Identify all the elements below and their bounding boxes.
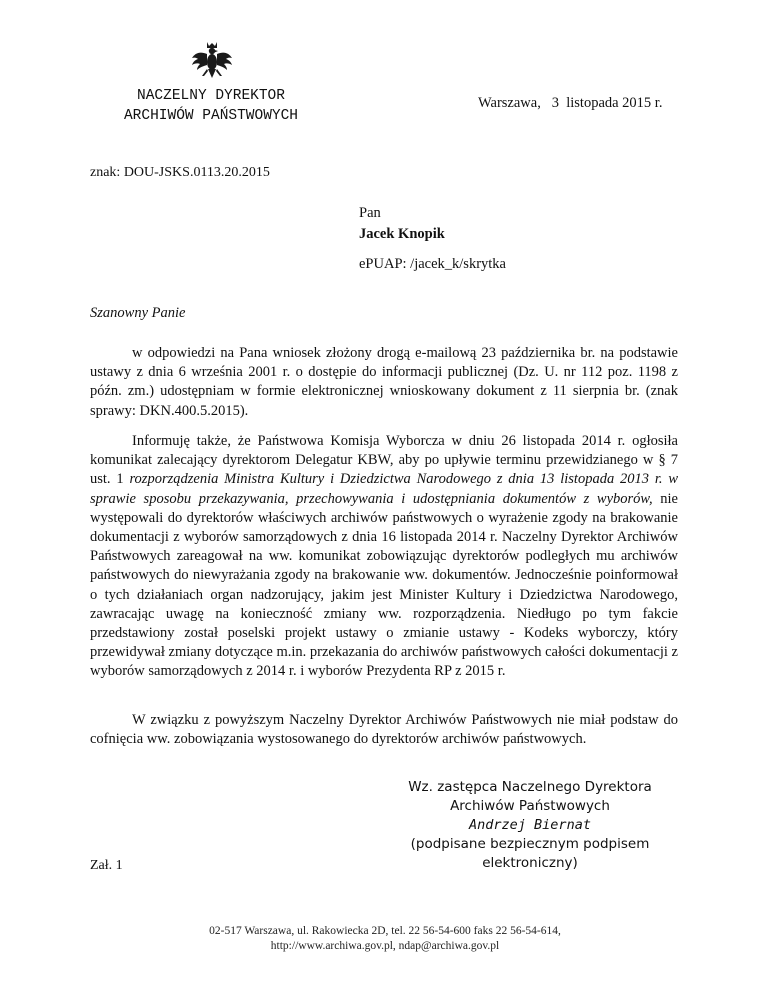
recipient-name: Jacek Knopik: [359, 226, 445, 242]
letter-date: Warszawa, 3 listopada 2015 r.: [478, 95, 663, 111]
signature-line5: elektroniczny): [482, 855, 578, 871]
paragraph-1-text: w odpowiedzi na Pana wniosek złożony drogą e-mailową 23 października br. na podstawie ustawy z dnia 6 września 2001 r. o dostępie do informacji publicznej (Dz. U. nr 112 poz. 1198 z późn. zm.) udostępniam w formie elektronicznej wnioskowany dokument z 11 sierpnia br. (znak sprawy: DKN.400.5.2015).: [90, 345, 678, 419]
paragraph-2: [90, 432, 678, 682]
signature-line4: (podpisane bezpiecznym podpisem: [410, 836, 650, 852]
attachment-note: Zał. 1: [90, 858, 123, 873]
recipient-epuap: ePUAP: /jacek_k/skrytka: [359, 256, 506, 272]
signature-line2: Archiwów Państwowych: [450, 798, 610, 814]
footer: [120, 924, 650, 954]
eagle-emblem-icon: [190, 40, 234, 84]
footer-contact: http://www.archiwa.gov.pl, ndap@archiwa.gov.pl: [270, 940, 500, 952]
recipient-title: Pan: [359, 205, 381, 221]
signature-line1: Wz. zastępca Naczelnego Dyrektora: [408, 779, 652, 795]
signature-block: [392, 778, 668, 873]
paragraph-3: [90, 711, 678, 749]
reference-number: znak: DOU-JSKS.0113.20.2015: [90, 165, 270, 180]
regulation-title: rozporządzenia Ministra Kultury i Dziedzictwa Narodowego z dnia 13 listopada 2013 r. w sprawie sposobu przekazywania, przechowywania i udostępniania dokumentów z wyborów,: [90, 471, 679, 507]
paragraph-2-text: [90, 432, 678, 682]
institution-header: [100, 86, 322, 126]
recipient-block: [359, 203, 445, 245]
paragraph-1: [90, 344, 678, 421]
paragraph-2-part-a: Informuję także, że Państwowa Komisja Wyborcza w dniu 26 listopada 2014 r. ogłosiła komunikat zalecający dyrektorom Delegatur KBW, aby po upływie terminu przewidzianego w § 7 ust. 1: [90, 433, 678, 488]
signer-name: Andrzej Biernat: [469, 817, 591, 833]
paragraph-2-part-b: nie występowali do dyrektorów właściwych archiwów państwowych o wyrażenie zgody na brakowanie dokumentacji z wyborów samorządowych z dnia 16 listopada 2014 r. Naczelny Dyrektor Archiwów Państwowych zareagował na ww. komunikat zobowiązując dyrektorów podległych mu archiwów państwowych do niewyrażania zgody na brakowanie ww. dokumentów. Jednocześnie poinformował o tych działaniach organ nadzorujący, jakim jest Minister Kultury i Dziedzictwa Narodowego, zawracając uwagę na konieczność zmiany ww. rozporządzenia. Niedługo po tym fakcie przedstawiony został poselski projekt ustawy o zmianie ustawy - Kodeks wyborczy, który przewidywał zmiany dotyczące m.in. przekazania do archiwów państwowych całości dokumentacji z wyborów samorządowych z 2014 r. i wyborów Prezydenta RP z 2015 r.: [90, 490, 678, 680]
salutation: Szanowny Panie: [90, 305, 186, 321]
institution-name-line2: ARCHIWÓW PAŃSTWOWYCH: [123, 108, 299, 124]
institution-name-line1: NACZELNY DYREKTOR: [137, 88, 285, 104]
paragraph-3-text: W związku z powyższym Naczelny Dyrektor Archiwów Państwowych nie miał podstaw do cofnięcia ww. zobowiązania wystosowanego do dyrektorów archiwów państwowych.: [90, 712, 678, 748]
footer-address: 02-517 Warszawa, ul. Rakowiecka 2D, tel. 22 56-54-600 faks 22 56-54-614,: [209, 925, 561, 937]
